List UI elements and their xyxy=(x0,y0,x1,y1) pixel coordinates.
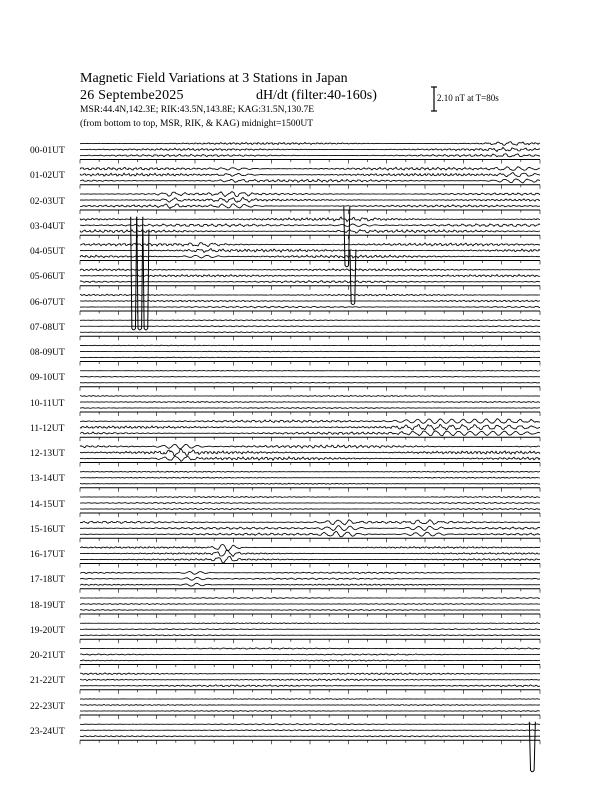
station-trace-msr xyxy=(80,382,540,383)
station-trace-msr xyxy=(80,281,540,283)
hour-label: 05-06UT xyxy=(30,272,65,283)
hour-label: 04-05UT xyxy=(30,247,65,257)
station-trace-rik xyxy=(80,629,540,630)
station-trace-rik xyxy=(80,550,540,557)
hour-row xyxy=(80,724,540,745)
hour-row xyxy=(80,345,540,365)
quantity-filter: dH/dt (filter:40-160s) xyxy=(256,88,377,103)
station-trace-kag xyxy=(80,699,540,700)
hour-label: 14-15UT xyxy=(30,499,65,510)
station-trace-kag xyxy=(80,192,540,197)
station-trace-kag xyxy=(80,142,540,146)
station-trace-rik xyxy=(80,197,540,202)
station-trace-msr xyxy=(80,531,540,536)
station-trace-rik xyxy=(80,424,540,430)
station-trace-msr xyxy=(80,556,540,562)
station-trace-msr xyxy=(80,685,540,687)
hour-row xyxy=(80,673,540,694)
hour-row xyxy=(80,471,540,492)
station-trace-msr xyxy=(80,456,540,461)
station-trace-rik xyxy=(80,704,540,705)
hour-row xyxy=(80,294,540,315)
hour-row xyxy=(80,648,540,669)
chart-date: 26 Septembe2025 xyxy=(80,88,184,103)
station-trace-msr xyxy=(80,483,540,484)
station-trace-rik xyxy=(80,300,540,302)
station-trace-msr xyxy=(80,609,540,610)
station-trace-msr xyxy=(80,179,540,183)
hour-label: 07-08UT xyxy=(30,322,65,333)
spike-event xyxy=(131,217,137,330)
station-trace-rik xyxy=(80,679,540,681)
hour-row xyxy=(80,699,540,719)
hour-row xyxy=(80,395,540,416)
station-trace-kag xyxy=(80,294,540,296)
station-trace-kag xyxy=(80,572,540,575)
hour-row xyxy=(80,545,540,568)
station-trace-msr xyxy=(80,431,540,436)
station-trace-kag xyxy=(80,597,540,598)
station-trace-kag xyxy=(80,545,540,551)
hour-label: 09-10UT xyxy=(30,373,65,384)
station-trace-kag xyxy=(80,673,540,675)
spike-events xyxy=(131,207,536,772)
spike-event xyxy=(344,207,350,267)
hour-row xyxy=(80,572,540,593)
station-trace-msr xyxy=(80,711,540,712)
hour-label: 22-23UT xyxy=(30,701,65,712)
station-trace-msr xyxy=(80,583,540,586)
hour-row xyxy=(80,142,540,164)
station-trace-kag xyxy=(80,395,540,396)
station-trace-kag xyxy=(80,623,540,624)
station-trace-rik xyxy=(80,449,540,455)
station-trace-rik xyxy=(80,526,540,531)
hour-row xyxy=(80,192,540,214)
station-trace-msr xyxy=(80,154,540,157)
station-trace-kag xyxy=(80,444,540,448)
station-trace-rik xyxy=(80,147,540,151)
hour-label: 15-16UT xyxy=(30,524,65,535)
hour-label: 20-21UT xyxy=(30,651,65,661)
hour-label: 17-18UT xyxy=(30,575,65,586)
hour-label: 18-19UT xyxy=(30,600,65,611)
hour-label: 16-17UT xyxy=(30,550,65,560)
station-trace-kag xyxy=(80,724,540,725)
hour-label: 08-09UT xyxy=(30,348,65,358)
hour-row xyxy=(80,496,540,517)
hour-label: 06-07UT xyxy=(30,297,65,308)
station-trace-kag xyxy=(80,345,540,346)
station-trace-kag xyxy=(80,320,540,321)
hour-label: 19-20UT xyxy=(30,625,65,636)
station-trace-msr xyxy=(80,508,540,509)
hour-row xyxy=(80,520,540,543)
station-trace-msr xyxy=(80,204,540,209)
station-trace-rik xyxy=(80,577,540,580)
hour-label: 11-12UT xyxy=(30,423,65,434)
station-trace-rik xyxy=(80,376,540,377)
station-trace-rik xyxy=(80,401,540,402)
chart-title: Magnetic Field Variations at 3 Stations in Japan xyxy=(80,71,348,86)
hour-label: 00-01UT xyxy=(30,146,65,156)
station-trace-kag xyxy=(80,217,540,222)
station-trace-msr xyxy=(80,407,540,408)
hour-row xyxy=(80,444,540,466)
scale-label: 2.10 nT at T=80s xyxy=(437,93,499,103)
station-trace-kag xyxy=(80,419,540,424)
station-trace-msr xyxy=(80,660,540,661)
hour-row xyxy=(80,597,540,618)
hour-row xyxy=(80,370,540,390)
station-trace-rik xyxy=(80,326,540,327)
hour-label: 02-03UT xyxy=(30,196,65,207)
hour-label: 23-24UT xyxy=(30,726,65,737)
spike-event xyxy=(529,722,535,772)
hour-label: 13-14UT xyxy=(30,474,65,485)
station-trace-rik xyxy=(80,730,540,731)
station-trace-kag xyxy=(80,496,540,497)
station-trace-kag xyxy=(80,648,540,649)
hour-row xyxy=(80,320,540,341)
station-trace-rik xyxy=(80,477,540,478)
station-trace-msr xyxy=(80,332,540,333)
station-trace-rik xyxy=(80,502,540,503)
station-trace-rik xyxy=(80,351,540,352)
hour-label: 21-22UT xyxy=(30,676,65,687)
station-trace-rik xyxy=(80,654,540,655)
station-coordinates: MSR:44.4N,142.3E; RIK:43.5N,143.8E; KAG:31.5N,130.7E xyxy=(80,105,315,115)
hour-label: 03-04UT xyxy=(30,221,65,232)
hour-row xyxy=(80,419,540,442)
station-trace-msr xyxy=(80,357,540,358)
station-trace-kag xyxy=(80,269,540,271)
station-trace-msr xyxy=(80,736,540,737)
hour-row xyxy=(80,269,540,290)
station-trace-rik xyxy=(80,603,540,604)
station-trace-rik xyxy=(80,224,540,227)
hour-row xyxy=(80,623,540,644)
station-trace-kag xyxy=(80,370,540,371)
hour-label: 01-02UT xyxy=(30,171,65,182)
spike-event xyxy=(137,217,143,330)
hour-label: 12-13UT xyxy=(30,449,65,459)
hour-label: 10-11UT xyxy=(30,398,65,409)
station-trace-msr xyxy=(80,306,540,308)
station-trace-kag xyxy=(80,520,540,525)
station-trace-msr xyxy=(80,635,540,636)
station-trace-rik xyxy=(80,274,540,276)
station-trace-kag xyxy=(80,167,540,171)
panel-order-note: (from bottom to top, MSR, RIK, & KAG) midnight=1500UT xyxy=(80,119,314,129)
station-trace-kag xyxy=(80,471,540,472)
station-trace-rik xyxy=(80,172,540,176)
hour-row xyxy=(80,167,540,189)
